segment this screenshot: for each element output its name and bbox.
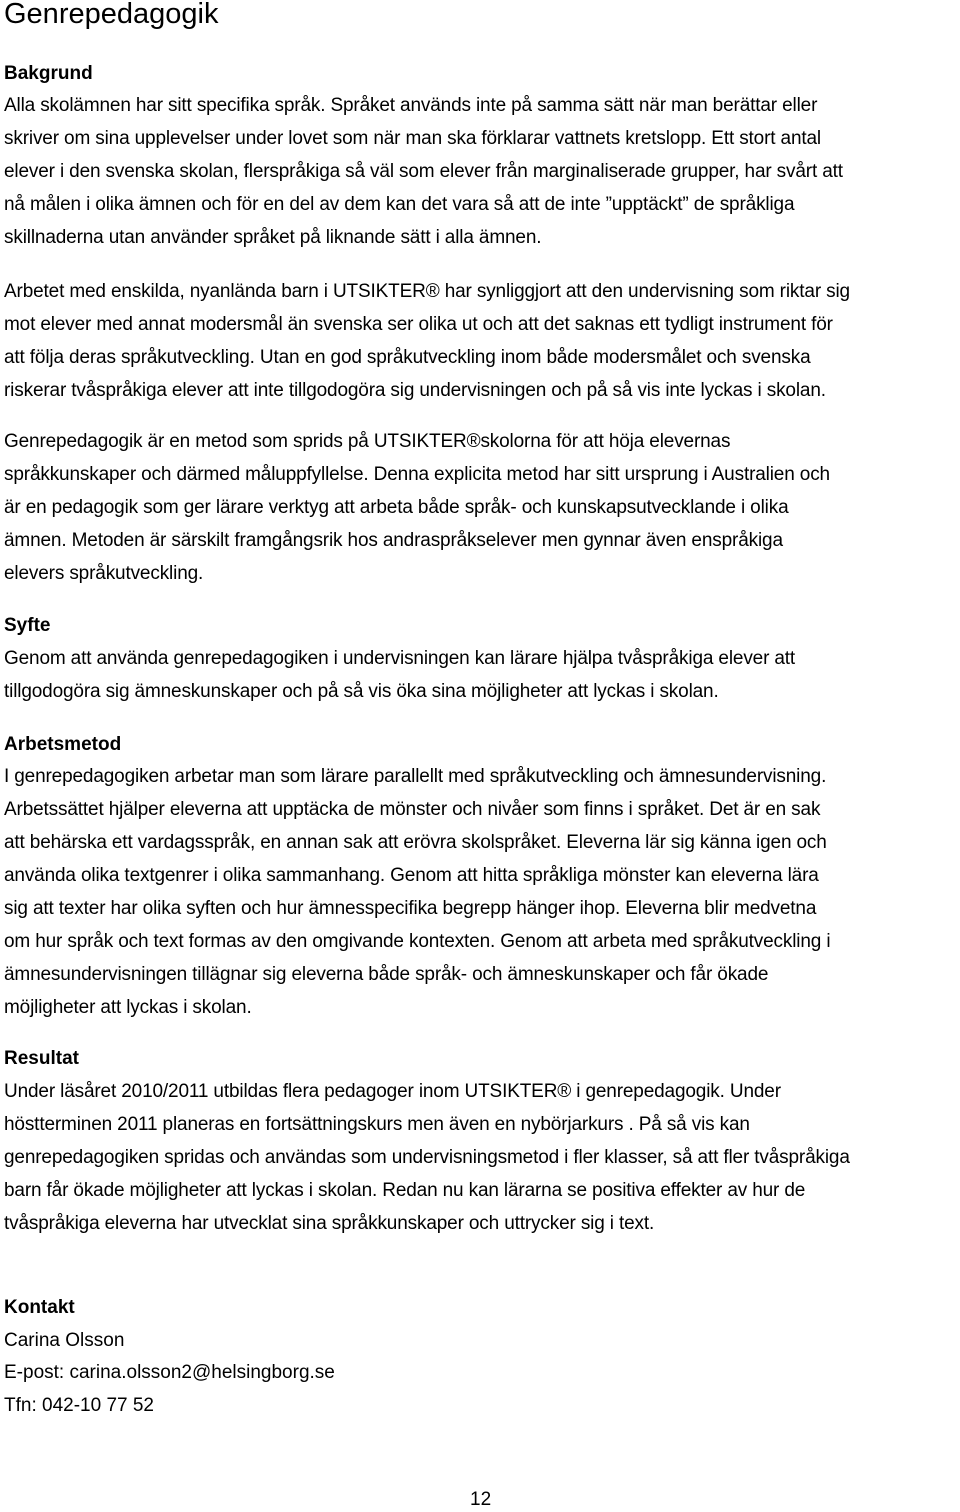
text-line: att behärska ett vardagsspråk, en annan sak att erövra skolspråket. Eleverna lär sig känna igen och (4, 832, 827, 853)
text-line: tillgodogöra sig ämneskunskaper och på så vis öka sina möjligheter att lyckas i skolan. (4, 681, 719, 702)
bakgrund-paragraph-1 (4, 89, 960, 254)
text-line: Arbetet med enskilda, nyanlända barn i UTSIKTER® har synliggjort att den undervisning som riktar sig (4, 281, 850, 302)
text-line: I genrepedagogiken arbetar man som lärare parallellt med språkutveckling och ämnesundervisning. (4, 766, 827, 787)
heading-syfte: Syfte (4, 615, 51, 636)
text-line: är en pedagogik som ger lärare verktyg att arbeta både språk- och kunskapsutvecklande i olika (4, 497, 789, 518)
heading-bakgrund: Bakgrund (4, 63, 93, 84)
text-line: skillnaderna utan använder språket på liknande sätt i alla ämnen. (4, 227, 542, 248)
text-line: Alla skolämnen har sitt specifika språk. Språket används inte på samma sätt när man berättar eller (4, 95, 818, 116)
bakgrund-paragraph-2 (4, 275, 960, 407)
heading-arbetsmetod: Arbetsmetod (4, 734, 122, 755)
text-line: språkkunskaper och därmed måluppfyllelse. Denna explicita metod har sitt ursprung i Australien och (4, 464, 830, 485)
text-line: att följa deras språkutveckling. Utan en god språkutveckling inom både modersmålet och svenska (4, 347, 811, 368)
text-line: sig att texter har olika syften och hur ämnesspecifika begrepp hänger ihop. Eleverna blir medvetna (4, 898, 817, 919)
resultat-paragraph (4, 1075, 960, 1240)
text-line: Genom att använda genrepedagogiken i undervisningen kan lärare hjälpa tvåspråkiga elever att (4, 648, 796, 669)
contact-email: E-post: carina.olsson2@helsingborg.se (4, 1362, 335, 1383)
text-line: elevers språkutveckling. (4, 563, 204, 584)
text-line: höstterminen 2011 planeras en fortsättningskurs men även en nybörjarkurs . På så vis kan (4, 1114, 750, 1135)
text-line: ämnen. Metoden är särskilt framgångsrik hos andraspråkselever men gynnar även enspråkiga (4, 530, 783, 551)
contact-name: Carina Olsson (4, 1330, 125, 1351)
heading-kontakt: Kontakt (4, 1297, 75, 1318)
text-line: möjligheter att lyckas i skolan. (4, 997, 252, 1018)
text-line: barn får ökade möjligheter att lyckas i skolan. Redan nu kan lärarna se positiva effekter av hur de (4, 1180, 806, 1201)
document-title: Genrepedagogik (4, 0, 219, 30)
heading-resultat: Resultat (4, 1048, 79, 1069)
text-line: använda olika textgenrer i olika sammanhang. Genom att hitta språkliga mönster kan eleverna lära (4, 865, 819, 886)
text-line: skriver om sina upplevelser under lovet som när man ska förklarar vattnets kretslopp. Ett stort antal (4, 128, 821, 149)
text-line: elever i den svenska skolan, flerspråkiga så väl som elever från marginaliserade grupper, har svårt att (4, 161, 843, 182)
text-line: riskerar tvåspråkiga elever att inte tillgodogöra sig undervisningen och på så vis inte lyckas i skolan. (4, 380, 826, 401)
arbetsmetod-paragraph (4, 760, 960, 1024)
page-number: 12 (470, 1489, 492, 1510)
text-line: ämnesundervisningen tillägnar sig eleverna både språk- och ämneskunskaper och får ökade (4, 964, 769, 985)
bakgrund-paragraph-3 (4, 425, 960, 590)
text-line: tvåspråkiga eleverna har utvecklat sina språkkunskaper och uttrycker sig i text. (4, 1213, 655, 1234)
text-line: Under läsåret 2010/2011 utbildas flera pedagoger inom UTSIKTER® i genrepedagogik. Under (4, 1081, 781, 1102)
contact-phone: Tfn: 042-10 77 52 (4, 1395, 154, 1416)
text-line: nå målen i olika ämnen och för en del av dem kan det vara så att de inte ”upptäckt” de språkliga (4, 194, 795, 215)
text-line: om hur språk och text formas av den omgivande kontexten. Genom att arbeta med språkutveckling i (4, 931, 831, 952)
text-line: Genrepedagogik är en metod som sprids på UTSIKTER®skolorna för att höja elevernas (4, 431, 731, 452)
text-line: mot elever med annat modersmål än svenska ser olika ut och att det saknas ett tydligt instrument för (4, 314, 833, 335)
syfte-paragraph (4, 642, 960, 708)
text-line: Arbetssättet hjälper eleverna att upptäcka de mönster och nivåer som finns i språket. Det är en sak (4, 799, 821, 820)
text-line: genrepedagogiken spridas och användas som undervisningsmetod i fler klasser, så att fler tvåspråkiga (4, 1147, 850, 1168)
